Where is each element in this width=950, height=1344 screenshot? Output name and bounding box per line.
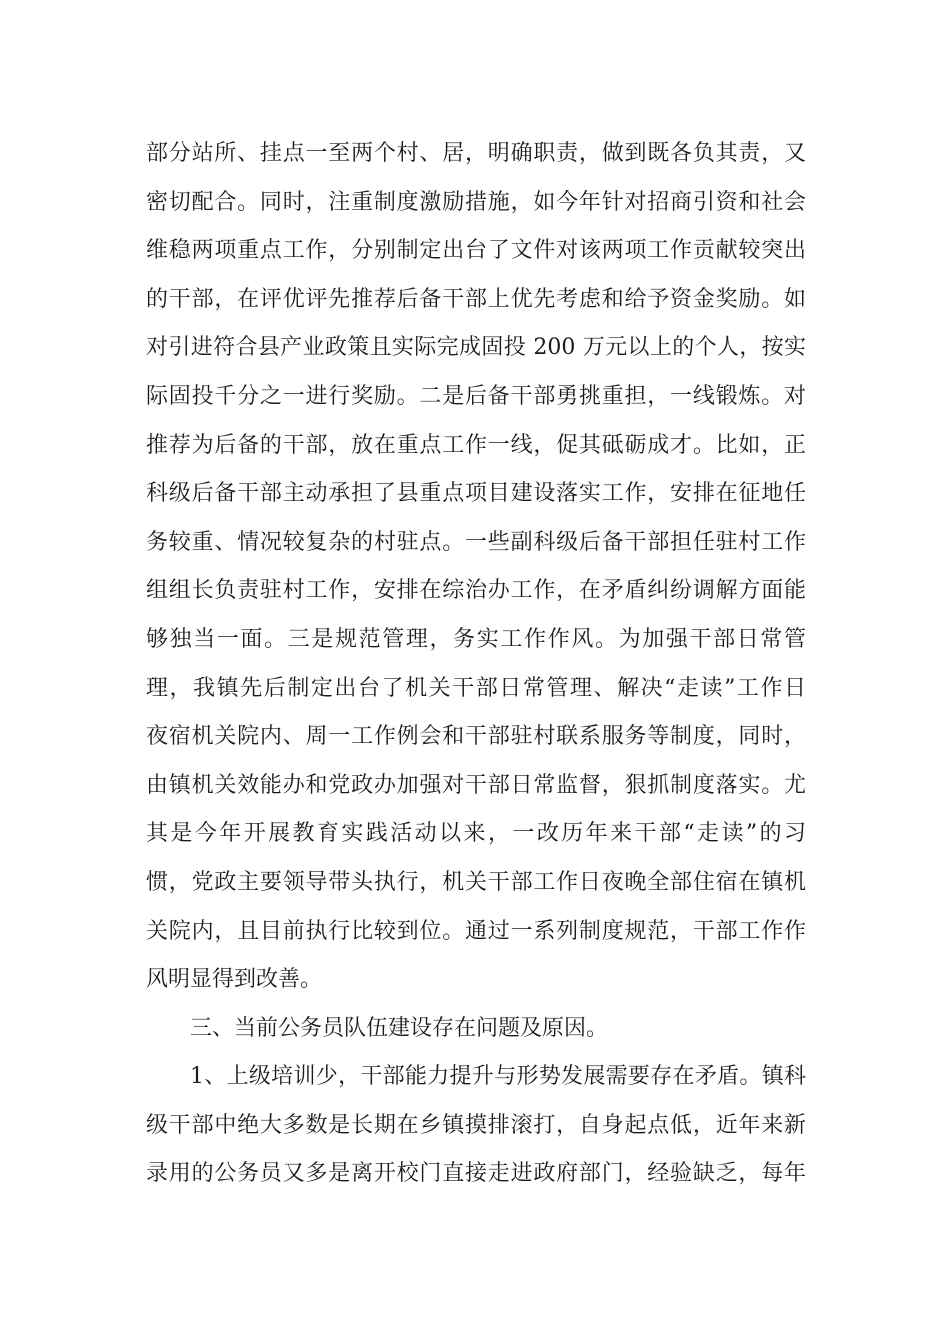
text-line: 务较重、情况较复杂的村驻点。一些副科级后备干部担任驻村工作 (146, 529, 806, 555)
text-line: 级干部中绝大多数是长期在乡镇摸排滚打，自身起点低，近年来新 (146, 1112, 806, 1138)
section-heading: 三、当前公务员队伍建设存在问题及原因。 (190, 1015, 609, 1041)
text-line: 际固投千分之一进行奖励。二是后备干部勇挑重担，一线锻炼。对 (146, 383, 806, 409)
text-line: 由镇机关效能办和党政办加强对干部日常监督，狠抓制度落实。尤 (146, 772, 806, 798)
text-line: 够独当一面。三是规范管理，务实工作作风。为加强干部日常管 (146, 626, 806, 652)
text-line: 夜宿机关院内、周一工作例会和干部驻村联系服务等制度，同时， (146, 724, 806, 750)
text-line: 惯，党政主要领导带头执行，机关干部工作日夜晚全部住宿在镇机 (146, 869, 806, 895)
text-line: 其是今年开展教育实践活动以来，一改历年来干部“走读”的习 (146, 821, 806, 847)
text-line: 维稳两项重点工作，分别制定出台了文件对该两项工作贡献较突出 (146, 238, 806, 264)
text-line: 科级后备干部主动承担了县重点项目建设落实工作，安排在征地任 (146, 481, 806, 507)
document-body (146, 130, 806, 1199)
text-line: 组组长负责驻村工作，安排在综治办工作，在矛盾纠纷调解方面能 (146, 578, 806, 604)
text-line: 对引进符合县产业政策且实际完成固投 200 万元以上的个人，按实 (146, 335, 806, 361)
text-line: 部分站所、挂点一至两个村、居，明确职责，做到既各负其责，又 (146, 141, 806, 166)
text-line: 推荐为后备的干部，放在重点工作一线，促其砥砺成才。比如，正 (146, 432, 806, 458)
text-line: 关院内，且目前执行比较到位。通过一系列制度规范，干部工作作 (146, 918, 806, 944)
text-line: 理，我镇先后制定出台了机关干部日常管理、解决“走读”工作日 (146, 675, 806, 701)
paragraph-first-line: 1、上级培训少，干部能力提升与形势发展需要存在矛盾。镇科 (190, 1064, 806, 1090)
text-line: 密切配合。同时，注重制度激励措施，如今年针对招商引资和社会 (146, 189, 806, 215)
text-line: 的干部，在评优评先推荐后备干部上优先考虑和给予资金奖励。如 (146, 286, 806, 312)
text-line: 录用的公务员又多是离开校门直接走进政府部门，经验缺乏，每年 (146, 1161, 806, 1187)
paragraph-end-line: 风明显得到改善。 (146, 967, 323, 993)
